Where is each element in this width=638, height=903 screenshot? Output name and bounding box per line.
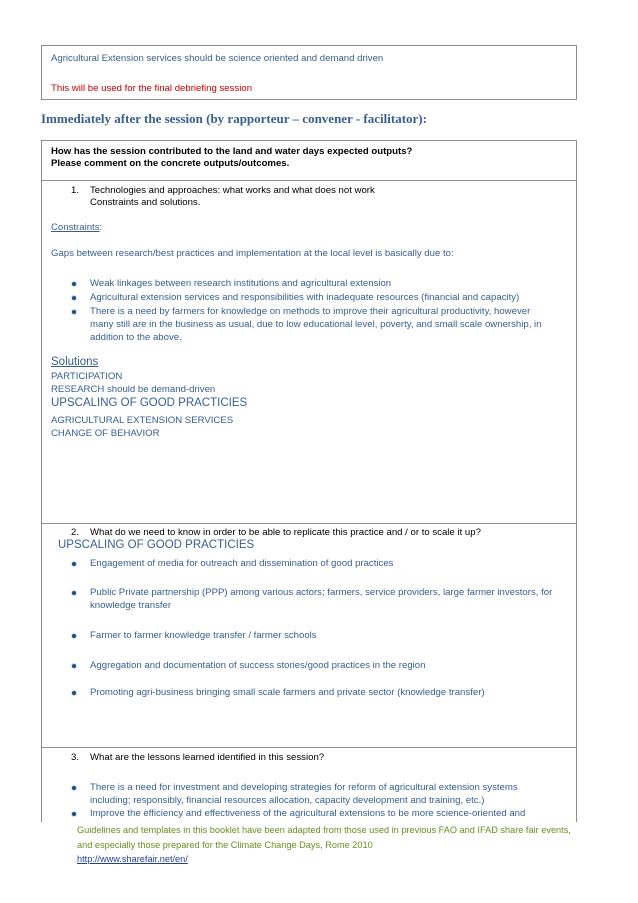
item1-bullet-1: Weak linkages between research institutions and agricultural extension (90, 278, 392, 289)
solutions-label: Solutions (51, 356, 99, 368)
item3-bullet-1-line-1: There is a need for investment and developing strategies for reform of agricultural extension systems (90, 782, 518, 793)
item2-bullet-1: Engagement of media for outreach and dissemination of good practices (90, 558, 394, 569)
item2-bullet-5: Promoting agri-business bringing small scale farmers and private sector (knowledge transfer) (90, 687, 485, 698)
item3-bullet-1-line-2: including; responsibly, financial resources allocation, capacity development and training, etc.) (90, 795, 485, 806)
item1-bullet-3-line-3: addition to the above. (90, 332, 182, 343)
footer-link[interactable]: http://www.sharefair.net/en/ (77, 854, 188, 864)
item2-bullet-4: Aggregation and documentation of success stories/good practices in the region (90, 660, 426, 671)
item3-question: What are the lessons learned identified in this session? (90, 752, 325, 763)
solution-ag-ext: AGRICULTURAL EXTENSION SERVICES (51, 415, 234, 426)
item2-upscaling: UPSCALING OF GOOD PRACTICIES (58, 539, 255, 551)
bullet-icon (72, 664, 76, 668)
item1-line-2: Constraints and solutions. (90, 197, 201, 208)
footer-line-2: and especially those prepared for the Climate Change Days, Rome 2010 (77, 840, 373, 850)
gaps-intro: Gaps between research/best practices and implementation at the local level is basically due to: (51, 248, 454, 259)
bullet-icon (72, 812, 76, 816)
item1-box (41, 180, 577, 524)
question-line-2: Please comment on the concrete outputs/outcomes. (51, 158, 290, 169)
solution-upscaling: UPSCALING OF GOOD PRACTICIES (51, 397, 248, 409)
bullet-icon (72, 691, 76, 695)
bullet-icon (72, 786, 76, 790)
item2-bullet-2-line-2: knowledge transfer (90, 600, 172, 611)
item2-question: What do we need to know in order to be able to replicate this practice and / or to scale it up? (90, 527, 481, 538)
item2-bullet-3: Farmer to farmer knowledge transfer / farmer schools (90, 630, 317, 641)
bullet-icon (72, 562, 76, 566)
section-heading: Immediately after the session (by rapporteur – convener - facilitator): (41, 111, 427, 126)
item2-number: 2. (71, 527, 80, 538)
bullet-icon (72, 310, 76, 314)
constraints-colon: : (99, 222, 103, 233)
constraints-label-text: Constraints (51, 222, 100, 233)
bullet-icon (72, 634, 76, 638)
bullet-icon (72, 282, 76, 286)
solution-change: CHANGE OF BEHAVIOR (51, 428, 160, 439)
solution-research: RESEARCH should be demand-driven (51, 384, 216, 395)
constraints-label (51, 222, 102, 233)
summary-line-1: Agricultural Extension services should be science oriented and demand driven (51, 53, 384, 64)
item1-number: 1. (71, 185, 80, 196)
bullet-icon (72, 591, 76, 595)
item2-bullet-2-line-1: Public Private partnership (PPP) among various actors; farmers, service providers, large farmer investors, for (90, 587, 553, 598)
footer-line-1: Guidelines and templates in this booklet have been adapted from those used in previous FAO and IFAD share fair events, (77, 825, 571, 835)
bullet-icon (72, 296, 76, 300)
summary-line-2: This will be used for the final debriefing session (51, 83, 253, 94)
item1-bullet-2: Agricultural extension services and responsibilities with inadequate resources (financial and capacity) (90, 292, 520, 303)
item1-line-1: Technologies and approaches: what works and what does not work (90, 185, 375, 196)
question-line-1: How has the session contributed to the land and water days expected outputs? (51, 146, 413, 157)
solution-participation: PARTICIPATION (51, 371, 123, 382)
item1-bullet-3-line-1: There is a need by farmers for knowledge on methods to improve their agricultural productivity, however (90, 306, 531, 317)
item3-number: 3. (71, 752, 80, 763)
item1-bullet-3-line-2: many still are in the business as usual, due to low educational level, poverty, and small scale ownership, in (90, 319, 542, 330)
item3-bullet-2: Improve the efficiency and effectiveness of the agricultural extensions to be more science-oriented and (90, 808, 526, 819)
